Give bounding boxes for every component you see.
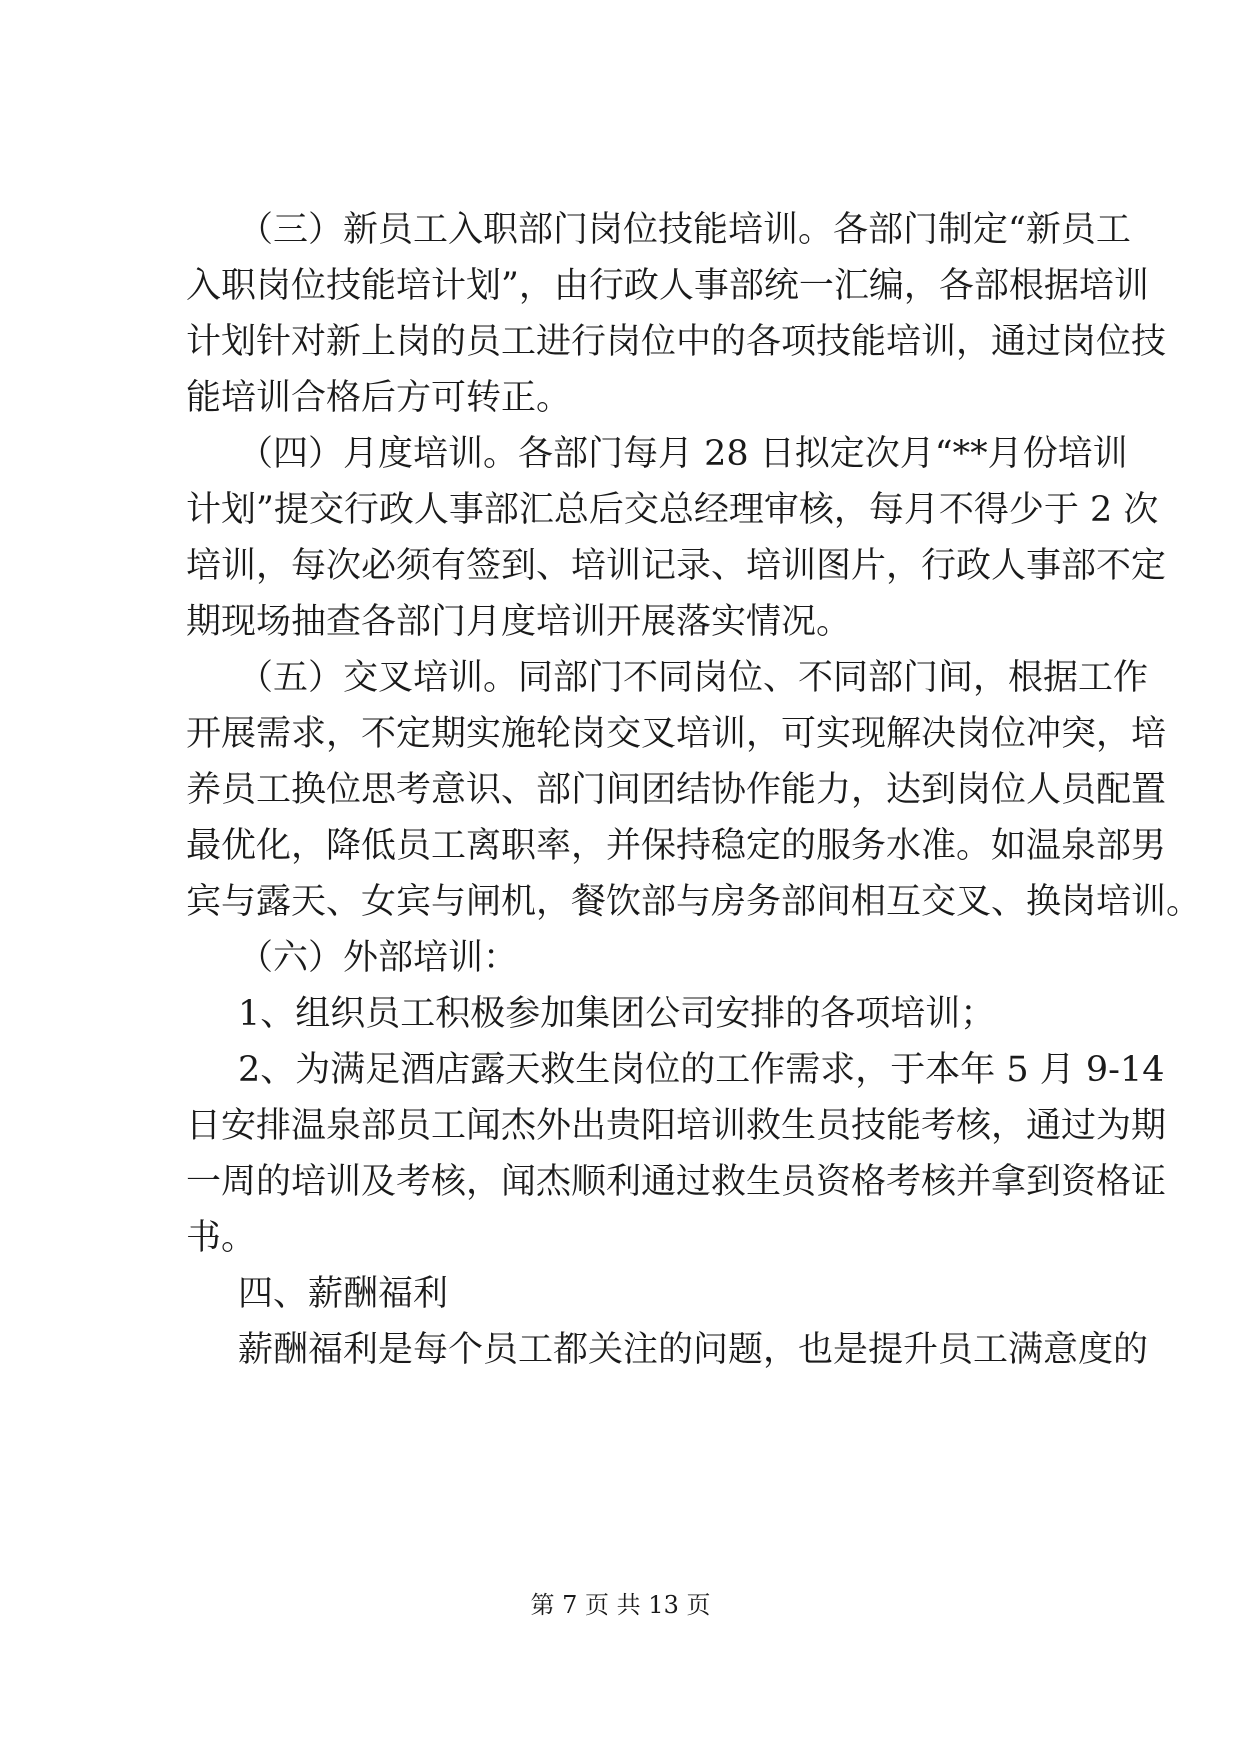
paragraph-line <box>0 488 1241 532</box>
paragraph-line <box>0 1216 1241 1260</box>
page-footer: 第 7 页 共 13 页 <box>530 1591 711 1619</box>
line-text: 一周的培训及考核，闻杰顺利通过救生员资格考核并拿到资格证 <box>186 1162 1167 1202</box>
line-text: 计划针对新上岗的员工进行岗位中的各项技能培训，通过岗位技 <box>186 322 1167 362</box>
paragraph-line <box>0 712 1241 756</box>
line-text: 入职岗位技能培计划”，由行政人事部统一汇编，各部根据培训 <box>186 266 1149 306</box>
list-item <box>0 992 1241 1036</box>
list-item <box>0 1048 1241 1092</box>
paragraph-line <box>0 376 1241 420</box>
line-text: 能培训合格后方可转正。 <box>186 378 572 418</box>
line-text: 四、薪酬福利 <box>238 1274 449 1314</box>
paragraph-line <box>0 656 1241 700</box>
paragraph-line <box>0 824 1241 868</box>
paragraph-line <box>0 320 1241 364</box>
paragraph-line <box>0 1160 1241 1204</box>
paragraph-line <box>0 544 1241 588</box>
line-text: （四）月度培训。各部门每月 28 日拟定次月“**月份培训 <box>238 434 1128 474</box>
line-text: 培训，每次必须有签到、培训记录、培训图片，行政人事部不定 <box>186 546 1167 586</box>
line-text: 计划”提交行政人事部汇总后交总经理审核，每月不得少于 2 次 <box>186 490 1159 530</box>
line-text: 2、为满足酒店露天救生岗位的工作需求，于本年 5 月 9-14 <box>238 1050 1165 1090</box>
line-text: 期现场抽查各部门月度培训开展落实情况。 <box>186 602 852 642</box>
paragraph-line <box>0 1104 1241 1148</box>
paragraph-line <box>0 208 1241 252</box>
line-text: 薪酬福利是每个员工都关注的问题，也是提升员工满意度的 <box>238 1330 1149 1370</box>
line-text: 书。 <box>186 1218 257 1258</box>
paragraph-line <box>0 432 1241 476</box>
paragraph-line <box>0 768 1241 812</box>
paragraph-line <box>0 880 1241 924</box>
paragraph-line <box>0 600 1241 644</box>
section-heading <box>0 1272 1241 1316</box>
paragraph-line <box>0 264 1241 308</box>
line-text: （五）交叉培训。同部门不同岗位、不同部门间，根据工作 <box>238 658 1149 698</box>
line-text: （三）新员工入职部门岗位技能培训。各部门制定“新员工 <box>238 210 1131 250</box>
line-text: 开展需求，不定期实施轮岗交叉培训，可实现解决岗位冲突，培 <box>186 714 1167 754</box>
paragraph-line <box>0 1328 1241 1372</box>
line-text: 最优化，降低员工离职率，并保持稳定的服务水准。如温泉部男 <box>186 826 1167 866</box>
section-heading <box>0 936 1241 980</box>
line-text: 1、组织员工积极参加集团公司安排的各项培训； <box>238 994 996 1034</box>
line-text: 宾与露天、女宾与闸机，餐饮部与房务部间相互交叉、换岗培训。 <box>186 882 1202 922</box>
line-text: （六）外部培训： <box>238 938 519 978</box>
line-text: 日安排温泉部员工闻杰外出贵阳培训救生员技能考核，通过为期 <box>186 1106 1167 1146</box>
line-text: 养员工换位思考意识、部门间团结协作能力，达到岗位人员配置 <box>186 770 1167 810</box>
